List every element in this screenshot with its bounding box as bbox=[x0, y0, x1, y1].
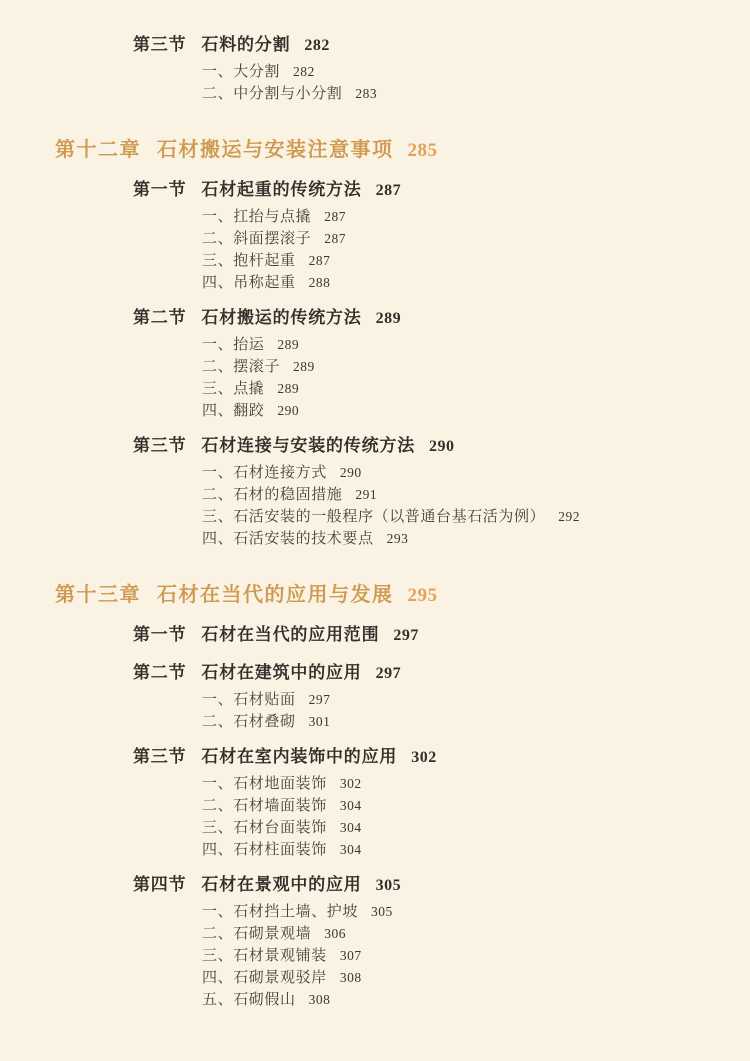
toc-entry-page-number: 287 bbox=[324, 209, 346, 224]
toc-entry-title: 石材连接与安装的传统方法 bbox=[201, 436, 416, 455]
toc-entry-item bbox=[202, 334, 730, 356]
toc-entry-item bbox=[202, 528, 730, 550]
toc-entry-title: 石材搬运的传统方法 bbox=[201, 308, 362, 327]
toc-entry-title: 石材在当代的应用与发展 bbox=[157, 584, 394, 606]
toc-entry-item bbox=[202, 462, 730, 484]
toc-entry-page-number: 304 bbox=[339, 798, 362, 813]
toc-entry-page-number: 291 bbox=[355, 487, 378, 502]
toc-entry-title: 一、石材贴面 bbox=[202, 692, 296, 708]
toc-entry-title: 石材在景观中的应用 bbox=[201, 875, 362, 894]
toc-entry-page-number: 305 bbox=[375, 877, 402, 894]
toc-entry-label: 第三节 bbox=[133, 747, 187, 766]
toc-entry-label: 第二节 bbox=[133, 308, 187, 327]
toc-entry-title: 二、石材的稳固措施 bbox=[202, 487, 343, 503]
toc-entry-title: 石料的分割 bbox=[201, 35, 291, 54]
toc-entry-page-number: 287 bbox=[308, 253, 331, 268]
toc-entry-page-number: 290 bbox=[429, 438, 455, 455]
toc-entry-item bbox=[202, 945, 730, 967]
toc-entry-label: 第一节 bbox=[133, 180, 187, 199]
toc-entry-title: 四、石砌景观驳岸 bbox=[202, 970, 327, 986]
toc-entry-title: 二、石砌景观墙 bbox=[202, 926, 312, 942]
toc-entry-title: 三、石材台面装饰 bbox=[202, 820, 327, 836]
toc-entry-section bbox=[133, 31, 730, 59]
toc-entry-section bbox=[133, 659, 730, 687]
toc-entry-item bbox=[202, 967, 730, 989]
toc-entry-item bbox=[202, 711, 730, 733]
toc-entry-page-number: 285 bbox=[407, 140, 438, 161]
toc-entry-page-number: 288 bbox=[308, 275, 331, 290]
toc-entry-title: 一、大分割 bbox=[202, 64, 281, 80]
toc-entry-item bbox=[202, 250, 730, 272]
toc-entry-item bbox=[202, 484, 730, 506]
toc-entry-page-number: 297 bbox=[308, 692, 331, 707]
toc-entry-section bbox=[133, 871, 730, 899]
toc-entry-item bbox=[202, 817, 730, 839]
toc-entry-title: 二、石材墙面装饰 bbox=[202, 798, 327, 814]
toc-entry-page-number: 307 bbox=[339, 948, 362, 963]
toc-entry-item bbox=[202, 206, 730, 228]
toc-entry-title: 四、翻跤 bbox=[202, 403, 265, 419]
toc-entry-section bbox=[133, 621, 730, 649]
toc-entry-item bbox=[202, 795, 730, 817]
toc-entry-title: 四、石材柱面装饰 bbox=[202, 842, 327, 858]
toc-entry-title: 四、吊称起重 bbox=[202, 275, 296, 291]
toc-entry-item bbox=[202, 901, 730, 923]
toc-entry-chapter bbox=[55, 580, 730, 611]
toc-entry-page-number: 287 bbox=[375, 182, 402, 199]
toc-entry-page-number: 304 bbox=[339, 820, 362, 835]
toc-entry-item bbox=[202, 83, 730, 105]
toc-entry-item bbox=[202, 989, 730, 1011]
toc-entry-title: 二、中分割与小分割 bbox=[202, 86, 343, 102]
toc-entry-title: 二、摆滚子 bbox=[202, 359, 281, 375]
toc-entry-page-number: 290 bbox=[339, 465, 362, 480]
toc-entry-item bbox=[202, 506, 730, 528]
toc-entry-page-number: 302 bbox=[411, 749, 437, 766]
toc-entry-title: 二、斜面摆滚子 bbox=[202, 231, 312, 247]
toc-entry-item bbox=[202, 356, 730, 378]
toc-entry-title: 三、抱杆起重 bbox=[202, 253, 296, 269]
toc-entry-title: 一、石材地面装饰 bbox=[202, 776, 327, 792]
toc-entry-page-number: 289 bbox=[277, 337, 300, 352]
toc-entry-label: 第三节 bbox=[133, 35, 187, 54]
toc-entry-page-number: 305 bbox=[371, 904, 393, 919]
toc-entry-title: 五、石砌假山 bbox=[202, 992, 296, 1008]
toc-entry-item bbox=[202, 839, 730, 861]
toc-entry-title: 三、石材景观铺装 bbox=[202, 948, 327, 964]
toc-entry-page-number: 304 bbox=[339, 842, 362, 857]
toc-entry-title: 一、抬运 bbox=[202, 337, 265, 353]
toc-entry-page-number: 302 bbox=[339, 776, 362, 791]
toc-entry-title: 四、石活安装的技术要点 bbox=[202, 531, 374, 547]
toc-entry-title: 一、扛抬与点撬 bbox=[202, 209, 312, 225]
toc-entry-item bbox=[202, 400, 730, 422]
toc-entry-item bbox=[202, 773, 730, 795]
toc-entry-item bbox=[202, 228, 730, 250]
toc-entry-item bbox=[202, 689, 730, 711]
toc-entry-item bbox=[202, 272, 730, 294]
toc-entry-page-number: 295 bbox=[407, 585, 438, 606]
toc-entry-title: 石材在建筑中的应用 bbox=[201, 663, 362, 682]
toc-entry-title: 石材在室内装饰中的应用 bbox=[201, 747, 398, 766]
toc-entry-page-number: 289 bbox=[277, 381, 300, 396]
toc-list bbox=[55, 31, 730, 1011]
toc-entry-page-number: 289 bbox=[293, 359, 315, 374]
toc-entry-label: 第十三章 bbox=[55, 584, 141, 606]
toc-entry-label: 第三节 bbox=[133, 436, 187, 455]
toc-entry-page-number: 297 bbox=[393, 627, 419, 644]
toc-entry-item bbox=[202, 378, 730, 400]
toc-entry-page-number: 306 bbox=[324, 926, 346, 941]
toc-entry-item bbox=[202, 61, 730, 83]
toc-entry-label: 第二节 bbox=[133, 663, 187, 682]
toc-entry-label: 第十二章 bbox=[55, 139, 141, 161]
toc-entry-page-number: 283 bbox=[355, 86, 378, 101]
toc-entry-title: 石材搬运与安装注意事项 bbox=[157, 139, 394, 161]
toc-entry-page-number: 282 bbox=[293, 64, 315, 79]
toc-entry-title: 一、石材连接方式 bbox=[202, 465, 327, 481]
toc-entry-page-number: 282 bbox=[304, 37, 330, 54]
toc-entry-item bbox=[202, 923, 730, 945]
toc-entry-page-number: 308 bbox=[339, 970, 362, 985]
toc-entry-title: 一、石材挡土墙、护坡 bbox=[202, 904, 359, 920]
toc-entry-chapter bbox=[55, 135, 730, 166]
toc-entry-title: 石材起重的传统方法 bbox=[201, 180, 362, 199]
toc-entry-section bbox=[133, 176, 730, 204]
toc-entry-label: 第一节 bbox=[133, 625, 187, 644]
toc-entry-page-number: 308 bbox=[308, 992, 331, 1007]
toc-entry-section bbox=[133, 432, 730, 460]
toc-entry-page-number: 301 bbox=[308, 714, 331, 729]
toc-entry-page-number: 293 bbox=[386, 531, 409, 546]
toc-entry-page-number: 289 bbox=[375, 310, 402, 327]
toc-entry-title: 三、石活安装的一般程序（以普通台基石活为例） bbox=[202, 509, 546, 525]
toc-entry-page-number: 290 bbox=[277, 403, 300, 418]
toc-entry-section bbox=[133, 304, 730, 332]
toc-entry-section bbox=[133, 743, 730, 771]
toc-entry-page-number: 292 bbox=[558, 509, 580, 524]
toc-entry-page-number: 287 bbox=[324, 231, 346, 246]
toc-entry-page-number: 297 bbox=[375, 665, 402, 682]
toc-entry-title: 三、点撬 bbox=[202, 381, 265, 397]
toc-entry-label: 第四节 bbox=[133, 875, 187, 894]
toc-entry-title: 石材在当代的应用范围 bbox=[201, 625, 380, 644]
toc-entry-title: 二、石材叠砌 bbox=[202, 714, 296, 730]
